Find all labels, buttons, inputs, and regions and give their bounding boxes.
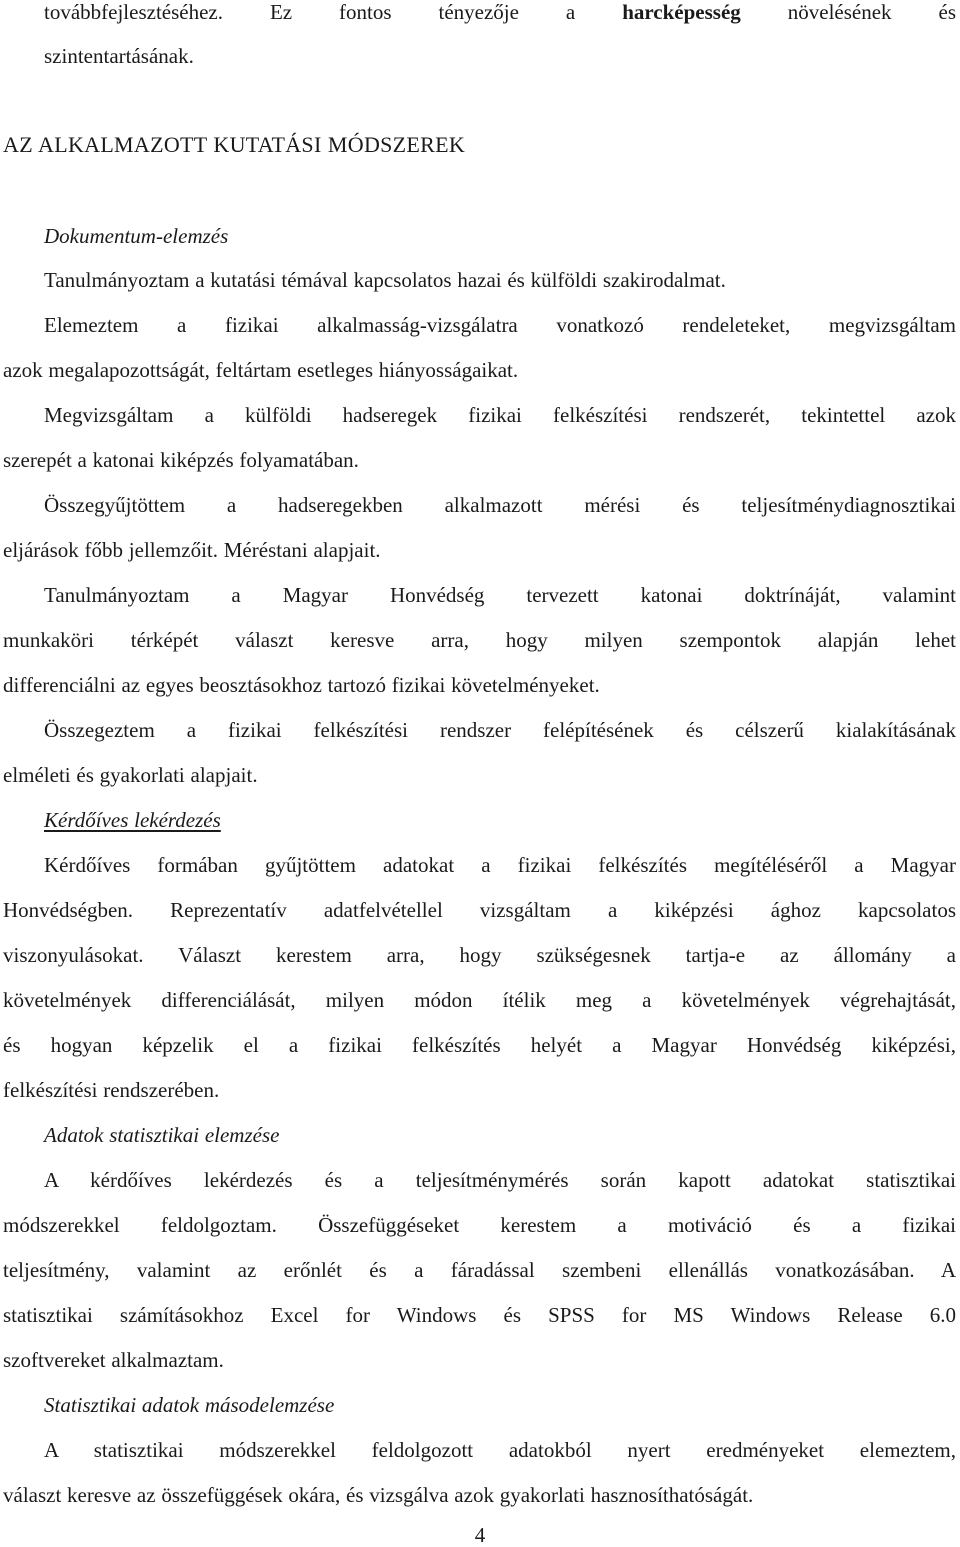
- survey-line-3: viszonyulásokat. Választ kerestem arra, hogy szükségesnek tartja-e az állomány a: [3, 943, 956, 967]
- doc-analysis-p5-line1: Tanulmányoztam a Magyar Honvédség tervezett katonai doktrínáját, valamint: [44, 583, 956, 607]
- intro-line-1: [44, 0, 956, 24]
- doc-analysis-p2-line2: azok megalapozottságát, feltártam esetleges hiányosságaikat.: [3, 358, 519, 382]
- stat-analysis-line-5: szoftvereket alkalmaztam.: [3, 1348, 224, 1372]
- survey-title: Kérdőíves lekérdezés: [44, 808, 221, 832]
- doc-analysis-p6-line2: elméleti és gyakorlati alapjait.: [3, 763, 258, 787]
- stat-analysis-title: Adatok statisztikai elemzése: [44, 1123, 280, 1147]
- doc-analysis-p5-line2: munkaköri térképét választ keresve arra, hogy milyen szempontok alapján lehet: [3, 628, 956, 652]
- doc-analysis-p3-line1: Megvizsgáltam a külföldi hadseregek fizikai felkészítési rendszerét, tekintettel azok: [44, 403, 956, 427]
- intro-line-1-text: továbbfejlesztéséhez. Ez fontos tényezője a: [44, 0, 623, 24]
- stat-analysis-line-1: A kérdőíves lekérdezés és a teljesítménymérés során kapott adatokat statisztikai: [44, 1168, 956, 1192]
- secondary-analysis-title: Statisztikai adatok másodelemzése: [44, 1393, 335, 1417]
- survey-line-1: Kérdőíves formában gyűjtöttem adatokat a fizikai felkészítés megítéléséről a Magyar: [44, 853, 956, 877]
- doc-analysis-p1: Tanulmányoztam a kutatási témával kapcsolatos hazai és külföldi szakirodalmat.: [44, 268, 726, 292]
- stat-analysis-line-2: módszerekkel feldolgoztam. Összefüggéseket kerestem a motiváció és a fizikai: [3, 1213, 956, 1237]
- stat-analysis-line-3: teljesítmény, valamint az erőnlét és a fáradással szembeni ellenállás vonatkozásában. A: [3, 1258, 956, 1282]
- doc-analysis-p4-line1: Összegyűjtöttem a hadseregekben alkalmazott mérési és teljesítménydiagnosztikai: [44, 493, 956, 517]
- intro-line-1-end: növelésének és: [740, 0, 956, 24]
- intro-line-2: szintentartásának.: [44, 44, 194, 68]
- survey-line-2: Honvédségben. Reprezentatív adatfelvétellel vizsgáltam a kiképzési ághoz kapcsolatos: [3, 898, 956, 922]
- secondary-analysis-line-2: választ keresve az összefüggések okára, és vizsgálva azok gyakorlati hasznosíthatóságát.: [3, 1483, 754, 1507]
- intro-bold-term: harcképesség: [622, 0, 741, 24]
- doc-analysis-p3-line2: szerepét a katonai kiképzés folyamatában.: [3, 448, 359, 472]
- doc-analysis-title: Dokumentum-elemzés: [44, 224, 229, 248]
- survey-line-6: felkészítési rendszerében.: [3, 1078, 220, 1102]
- page-number: 4: [474, 1523, 486, 1547]
- doc-analysis-p2-line1: Elemeztem a fizikai alkalmasság-vizsgálatra vonatkozó rendeleteket, megvizsgáltam: [44, 313, 956, 337]
- survey-line-4: követelmények differenciálását, milyen módon ítélik meg a követelmények végrehajtását,: [3, 988, 956, 1012]
- stat-analysis-line-4: statisztikai számításokhoz Excel for Windows és SPSS for MS Windows Release 6.0: [3, 1303, 956, 1327]
- doc-analysis-p6-line1: Összegeztem a fizikai felkészítési rendszer felépítésének és célszerű kialakításának: [44, 718, 956, 742]
- doc-analysis-p5-line3: differenciálni az egyes beosztásokhoz tartozó fizikai követelményeket.: [3, 673, 600, 697]
- section-heading: AZ ALKALMAZOTT KUTATÁSI MÓDSZEREK: [3, 132, 466, 157]
- secondary-analysis-line-1: A statisztikai módszerekkel feldolgozott adatokból nyert eredményeket elemeztem,: [44, 1438, 956, 1462]
- survey-line-5: és hogyan képzelik el a fizikai felkészítés helyét a Magyar Honvédség kiképzési,: [3, 1033, 956, 1057]
- doc-analysis-p4-line2: eljárások főbb jellemzőit. Méréstani alapjait.: [3, 538, 381, 562]
